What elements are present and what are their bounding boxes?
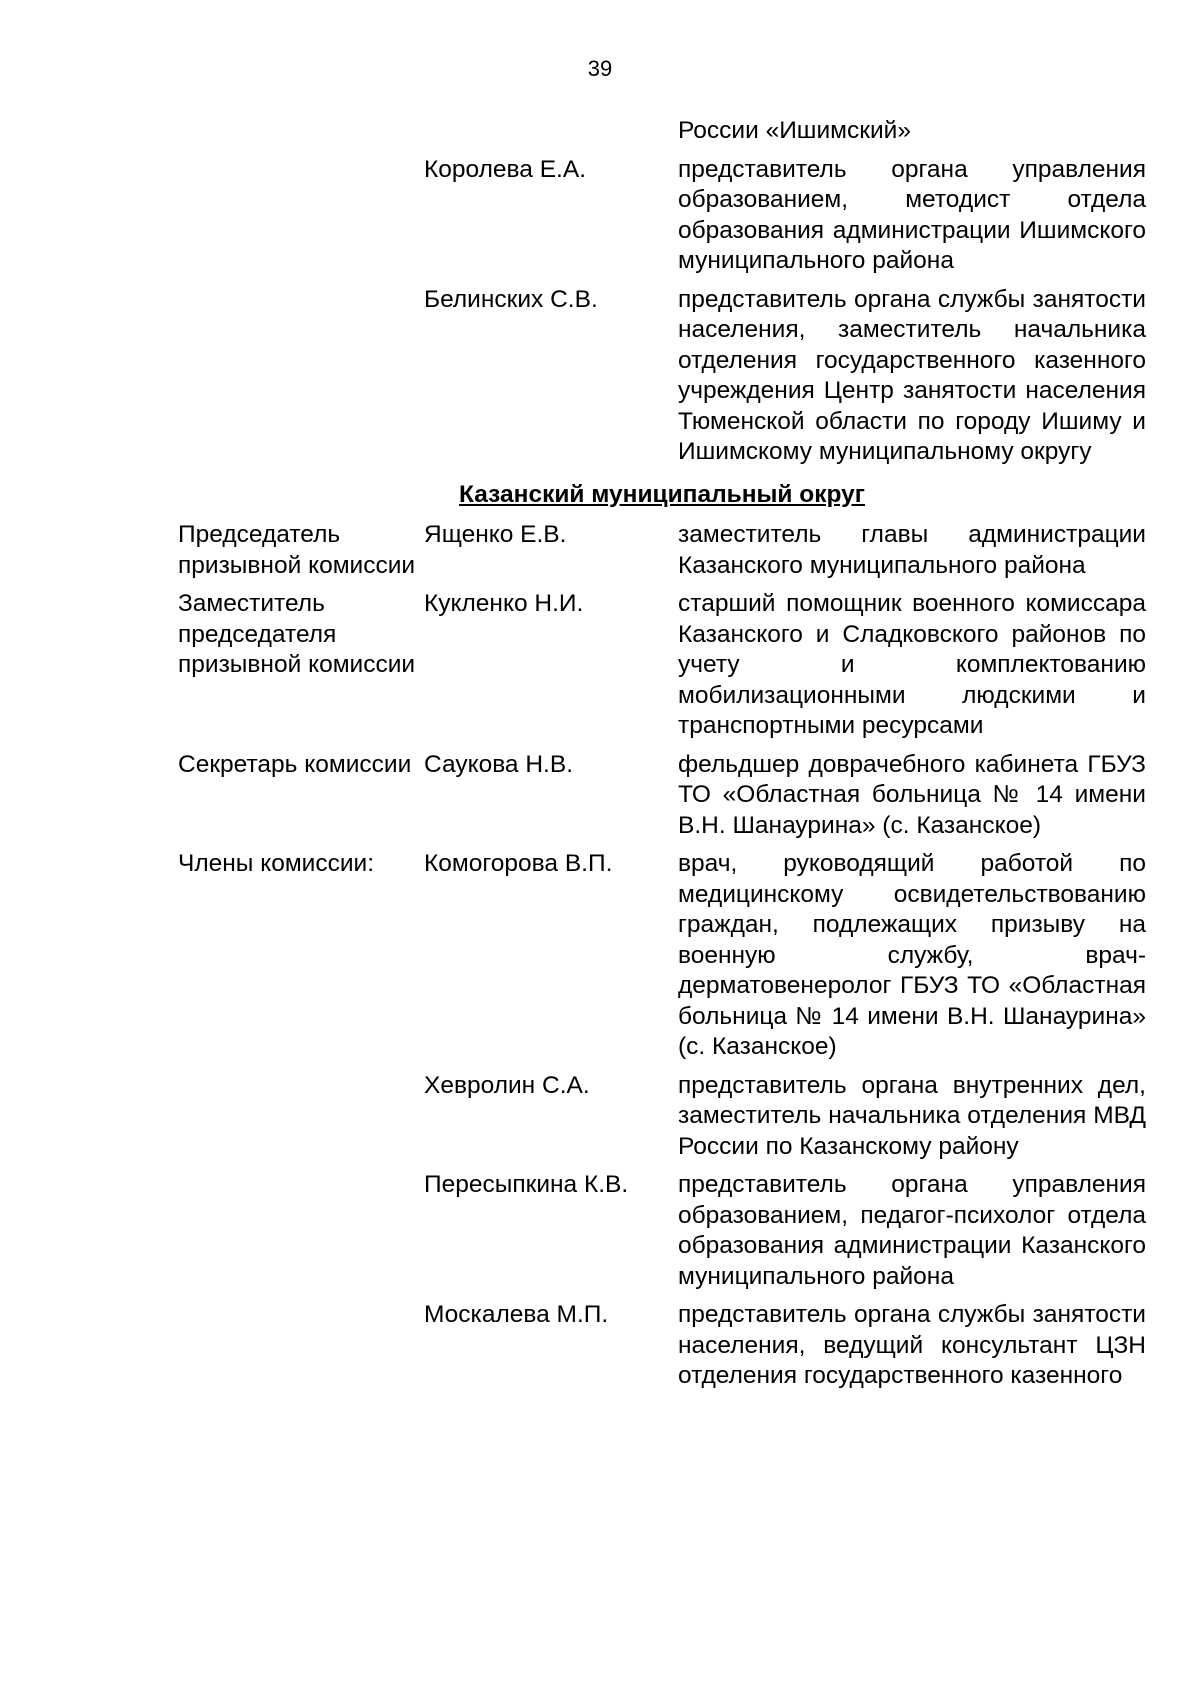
commission-list [178,116,1146,1400]
member-name: Королева Е.А. [424,155,587,183]
member-name: Хевролин С.А. [424,1071,590,1099]
member-row [178,849,1146,1063]
member-row [178,1071,1146,1163]
section-heading: Казанский муниципальный округ [458,480,866,508]
role-cell: Члены комиссии: [178,850,375,877]
role-cell: Секретарь комиссии [178,750,412,778]
member-row [178,750,1146,842]
member-row [178,1300,1146,1392]
member-name: Белинских С.В. [424,285,598,313]
member-description: представитель органа службы занятости населения, заместитель начальника отделения государственного казенного учреждения Центр занятости населения Тюменской области по городу Ишиму и Ишимскому муниципальному округу [678,285,1146,465]
member-name: Кукленко Н.И. [424,590,584,617]
member-description: представитель органа управления образованием, методист отдела образования администрации Ишимского муниципального района [678,155,1146,274]
member-description: старший помощник военного комиссара Казанского и Сладковского районов по учету и комплектованию мобилизационными людскими и транспортными ресурсами [678,590,1146,739]
role-cell: Председатель призывной комиссии [178,521,416,579]
member-description: представитель органа внутренних дел, заместитель начальника отделения МВД России по Казанскому району [678,1071,1146,1160]
member-description: представитель органа службы занятости населения, ведущий консультант ЦЗН отделения государственного казенного [678,1301,1146,1389]
member-description: заместитель главы администрации Казанского муниципального района [678,521,1146,579]
page-number: 39 [587,56,613,81]
member-description: врач, руководящий работой по медицинскому освидетельствованию граждан, подлежащих призыву на военную службу, врач-дерматовенеролог ГБУЗ ТО «Областная больница № 14 имени В.Н. Шанаурина» (с. Казанское) [678,850,1146,1060]
member-description: представитель органа управления образованием, педагог-психолог отдела образования администрации Казанского муниципального района [678,1171,1146,1290]
member-name: Москалева М.П. [424,1301,609,1328]
member-row [178,589,1146,742]
continuation-text: России «Ишимский» [678,117,911,144]
member-name: Саукова Н.В. [424,750,574,778]
role-cell: Заместитель председателя призывной комиссии [178,590,416,678]
member-description: фельдшер доврачебного кабинета ГБУЗ ТО «Областная больница № 14 имени В.Н. Шанаурина» (с. Казанское) [678,750,1146,839]
member-name: Пересыпкина К.В. [424,1171,629,1198]
continuation-row [178,116,1146,147]
member-row [178,285,1146,468]
member-row [178,155,1146,277]
member-name: Ященко Е.В. [424,521,567,548]
member-row [178,1170,1146,1292]
member-name: Комогорова В.П. [424,850,613,877]
member-row [178,520,1146,581]
